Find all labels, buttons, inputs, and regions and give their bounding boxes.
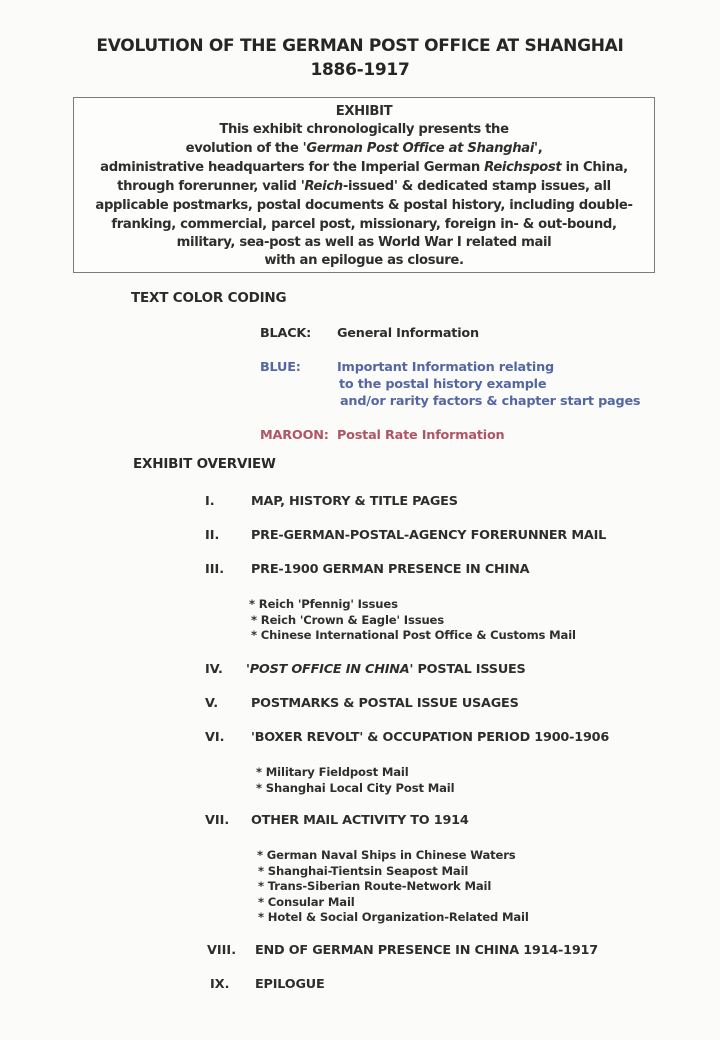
chapter-numeral: I. xyxy=(205,494,215,509)
legend-desc-maroon: Postal Rate Information xyxy=(337,428,505,443)
chapter-title: END OF GERMAN PRESENCE IN CHINA 1914-1917 xyxy=(255,943,598,958)
legend-desc-blue: to the postal history example xyxy=(339,377,547,392)
text-span: , xyxy=(537,141,543,156)
chapter-subitem: * Reich 'Crown & Eagle' Issues xyxy=(251,613,445,627)
exhibit-line: with an epilogue as closure. xyxy=(264,253,464,268)
chapter-subitem: * Consular Mail xyxy=(258,895,355,909)
text-span: -issued' & dedicated stamp issues, all xyxy=(342,179,611,194)
exhibit-heading: EXHIBIT xyxy=(335,104,393,119)
chapter-subitem: * Hotel & Social Organization-Related Mail xyxy=(258,910,529,924)
chapter-numeral: II. xyxy=(205,528,220,543)
legend-label-maroon: MAROON: xyxy=(260,428,329,443)
legend-desc-blue: and/or rarity factors & chapter start pages xyxy=(340,394,641,409)
chapter-subitem: * Reich 'Pfennig' Issues xyxy=(249,597,398,611)
text-span: in China, xyxy=(561,160,628,175)
exhibit-line: applicable postmarks, postal documents & postal history, including double- xyxy=(95,198,633,213)
legend-desc-blue: Important Information relating xyxy=(337,360,554,375)
overview-heading: EXHIBIT OVERVIEW xyxy=(133,456,276,472)
chapter-subitem: * Chinese International Post Office & Customs Mail xyxy=(251,628,576,642)
italic-span: Reich xyxy=(304,179,343,194)
exhibit-line: military, sea-post as well as World War I related mail xyxy=(176,235,552,250)
chapter-subitem: * German Naval Ships in Chinese Waters xyxy=(257,848,516,862)
chapter-numeral: III. xyxy=(205,562,225,577)
exhibit-line: franking, commercial, parcel post, missionary, foreign in- & out-bound, xyxy=(111,217,617,232)
page-subtitle-years: 1886-1917 xyxy=(310,60,410,80)
chapter-numeral: VI. xyxy=(205,730,225,745)
chapter-title: POSTMARKS & POSTAL ISSUE USAGES xyxy=(251,696,519,711)
chapter-subitem: * Military Fieldpost Mail xyxy=(256,765,409,779)
italic-span: 'POST OFFICE IN CHINA' xyxy=(246,662,414,677)
exhibit-line xyxy=(74,179,654,194)
legend-label-blue: BLUE: xyxy=(260,360,301,375)
exhibit-summary-box xyxy=(73,97,655,273)
legend-label-black: BLACK: xyxy=(260,326,312,341)
chapter-subitem: * Trans-Siberian Route-Network Mail xyxy=(258,879,492,893)
legend-desc-black: General Information xyxy=(337,326,479,341)
chapter-subitem: * Shanghai-Tientsin Seapost Mail xyxy=(258,864,469,878)
italic-span: 'German Post Office at Shanghai' xyxy=(302,141,538,156)
chapter-title: 'BOXER REVOLT' & OCCUPATION PERIOD 1900-1906 xyxy=(251,730,610,745)
text-span: evolution of the xyxy=(185,141,303,156)
chapter-numeral: IX. xyxy=(210,977,230,992)
exhibit-line xyxy=(74,160,654,175)
italic-span: Reichspost xyxy=(484,160,562,175)
chapter-title: PRE-GERMAN-POSTAL-AGENCY FORERUNNER MAIL xyxy=(251,528,607,543)
chapter-title: OTHER MAIL ACTIVITY TO 1914 xyxy=(251,813,469,828)
exhibit-line xyxy=(74,141,654,156)
chapter-title: MAP, HISTORY & TITLE PAGES xyxy=(251,494,458,509)
chapter-title xyxy=(246,662,526,677)
page-title: EVOLUTION OF THE GERMAN POST OFFICE AT SHANGHAI xyxy=(96,36,624,56)
chapter-numeral: VIII. xyxy=(207,943,237,958)
chapter-title: EPILOGUE xyxy=(255,977,325,992)
color-coding-heading: TEXT COLOR CODING xyxy=(131,290,287,306)
chapter-subitem: * Shanghai Local City Post Mail xyxy=(256,781,455,795)
text-span: through forerunner, valid ' xyxy=(117,179,305,194)
chapter-numeral: V. xyxy=(205,696,219,711)
chapter-numeral: VII. xyxy=(205,813,230,828)
chapter-numeral: IV. xyxy=(205,662,223,677)
text-span: administrative headquarters for the Imperial German xyxy=(100,160,485,175)
exhibit-line: This exhibit chronologically presents the xyxy=(219,122,509,137)
chapter-title: PRE-1900 GERMAN PRESENCE IN CHINA xyxy=(251,562,530,577)
text-span: POSTAL ISSUES xyxy=(413,662,526,677)
